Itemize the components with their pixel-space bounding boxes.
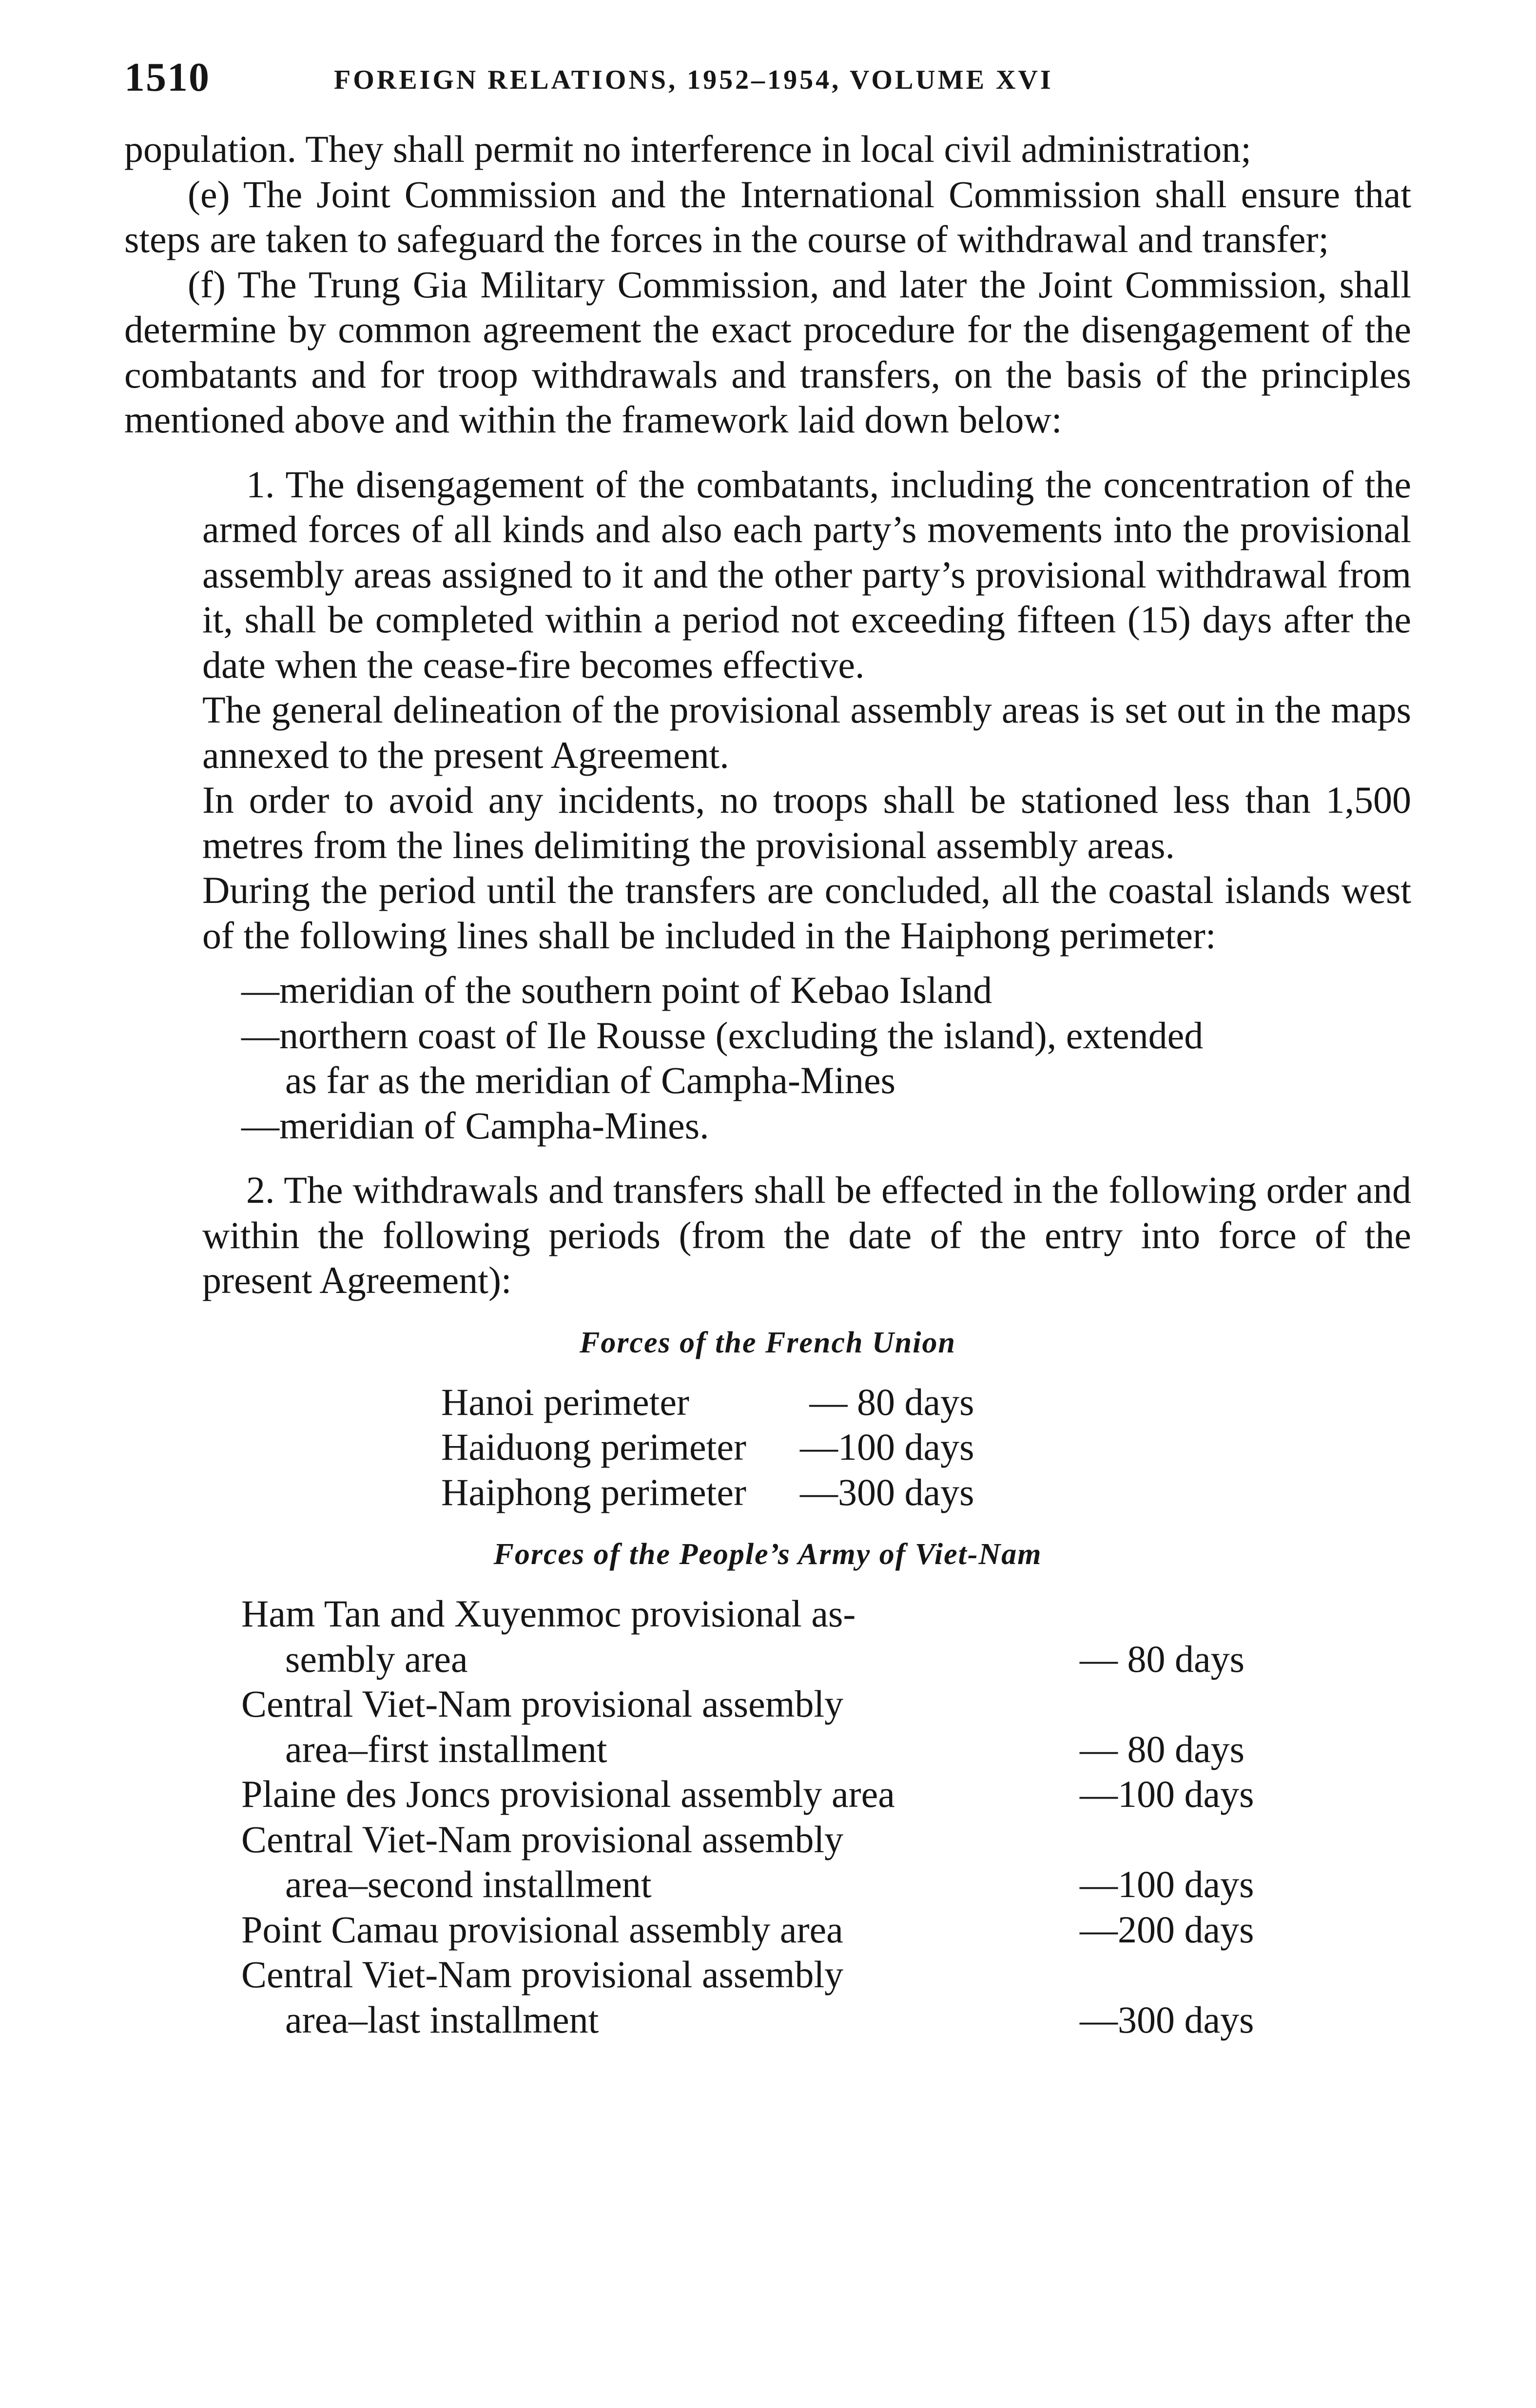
table-row: Haiduong perimeter —100 days <box>441 1426 974 1468</box>
paragraph-e: (e) The Joint Commission and the International Commission shall ensure that steps are taken to safeguard the forces in the course of withdrawal and transfer; <box>124 173 1411 260</box>
table-row: Point Camau provisional assembly area —200 days <box>241 1908 1254 1951</box>
paragraph-haiphong-perimeter: During the period until the transfers are concluded, all the coastal islands west of the following lines shall be included in the Haiphong perimeter: <box>202 869 1411 957</box>
table-row: Central Viet-Nam provisional assembly area–first installment — 80 days <box>241 1683 1244 1770</box>
paragraph-item-1: 1. The disengagement of the combatants, including the concentration of the armed forces of all kinds and also each party’s movements into the provisional assembly areas assigned to it and the other party’s provisional withdrawal from it, shall be completed within a period not exceeding fifteen (15) days after the date when the cease-fire becomes effective. <box>202 463 1411 686</box>
paragraph-general-delineation: The general delineation of the provisional assembly areas is set out in the maps annexed to the present Agreement. <box>202 688 1411 776</box>
table-row: Ham Tan and Xuyenmoc provisional as- sembly area — 80 days <box>241 1592 1244 1680</box>
list-item: —northern coast of Ile Rousse (excluding the island), extended as far as the meridian of Campha-Mines <box>241 1014 1204 1101</box>
table-row: Central Viet-Nam provisional assembly area–last installment —300 days <box>241 1953 1254 2041</box>
peoples-army-caption: Forces of the People’s Army of Viet-Nam <box>493 1538 1042 1571</box>
list-item: —meridian of Campha-Mines. <box>241 1104 709 1147</box>
paragraph-continuation: population. They shall permit no interference in local civil administration; <box>124 128 1251 170</box>
table-row: Plaine des Joncs provisional assembly area —100 days <box>241 1773 1254 1815</box>
paragraph-f: (f) The Trung Gia Military Commission, and later the Joint Commission, shall determine by common agreement the exact procedure for the disengagement of the combatants and for troop withdrawals and transfers, on the basis of the principles mentioned above and within the framework laid down below: <box>124 263 1411 441</box>
demarcation-lines-list <box>241 968 1411 1148</box>
french-union-caption: Forces of the French Union <box>580 1326 956 1359</box>
running-head: FOREIGN RELATIONS, 1952–1954, VOLUME XVI <box>334 65 1053 95</box>
table-row: Central Viet-Nam provisional assembly area–second installment —100 days <box>241 1818 1254 1905</box>
paragraph-item-2: 2. The withdrawals and transfers shall be effected in the following order and within the following periods (from the date of the entry into force of the present Agreement): <box>202 1169 1411 1301</box>
page-header <box>124 54 1411 127</box>
french-union-table <box>441 1380 974 1515</box>
table-row: Hanoi perimeter — 80 days <box>441 1380 974 1423</box>
list-item: —meridian of the southern point of Kebao Island <box>241 969 992 1011</box>
table-row: Haiphong perimeter —300 days <box>441 1470 974 1513</box>
paragraph-avoid-incidents: In order to avoid any incidents, no troops shall be stationed less than 1,500 metres from the lines delimiting the provisional assembly areas. <box>202 779 1411 866</box>
document-page <box>124 54 1411 2042</box>
page-number: 1510 <box>124 55 210 100</box>
peoples-army-table <box>241 1591 1343 2042</box>
